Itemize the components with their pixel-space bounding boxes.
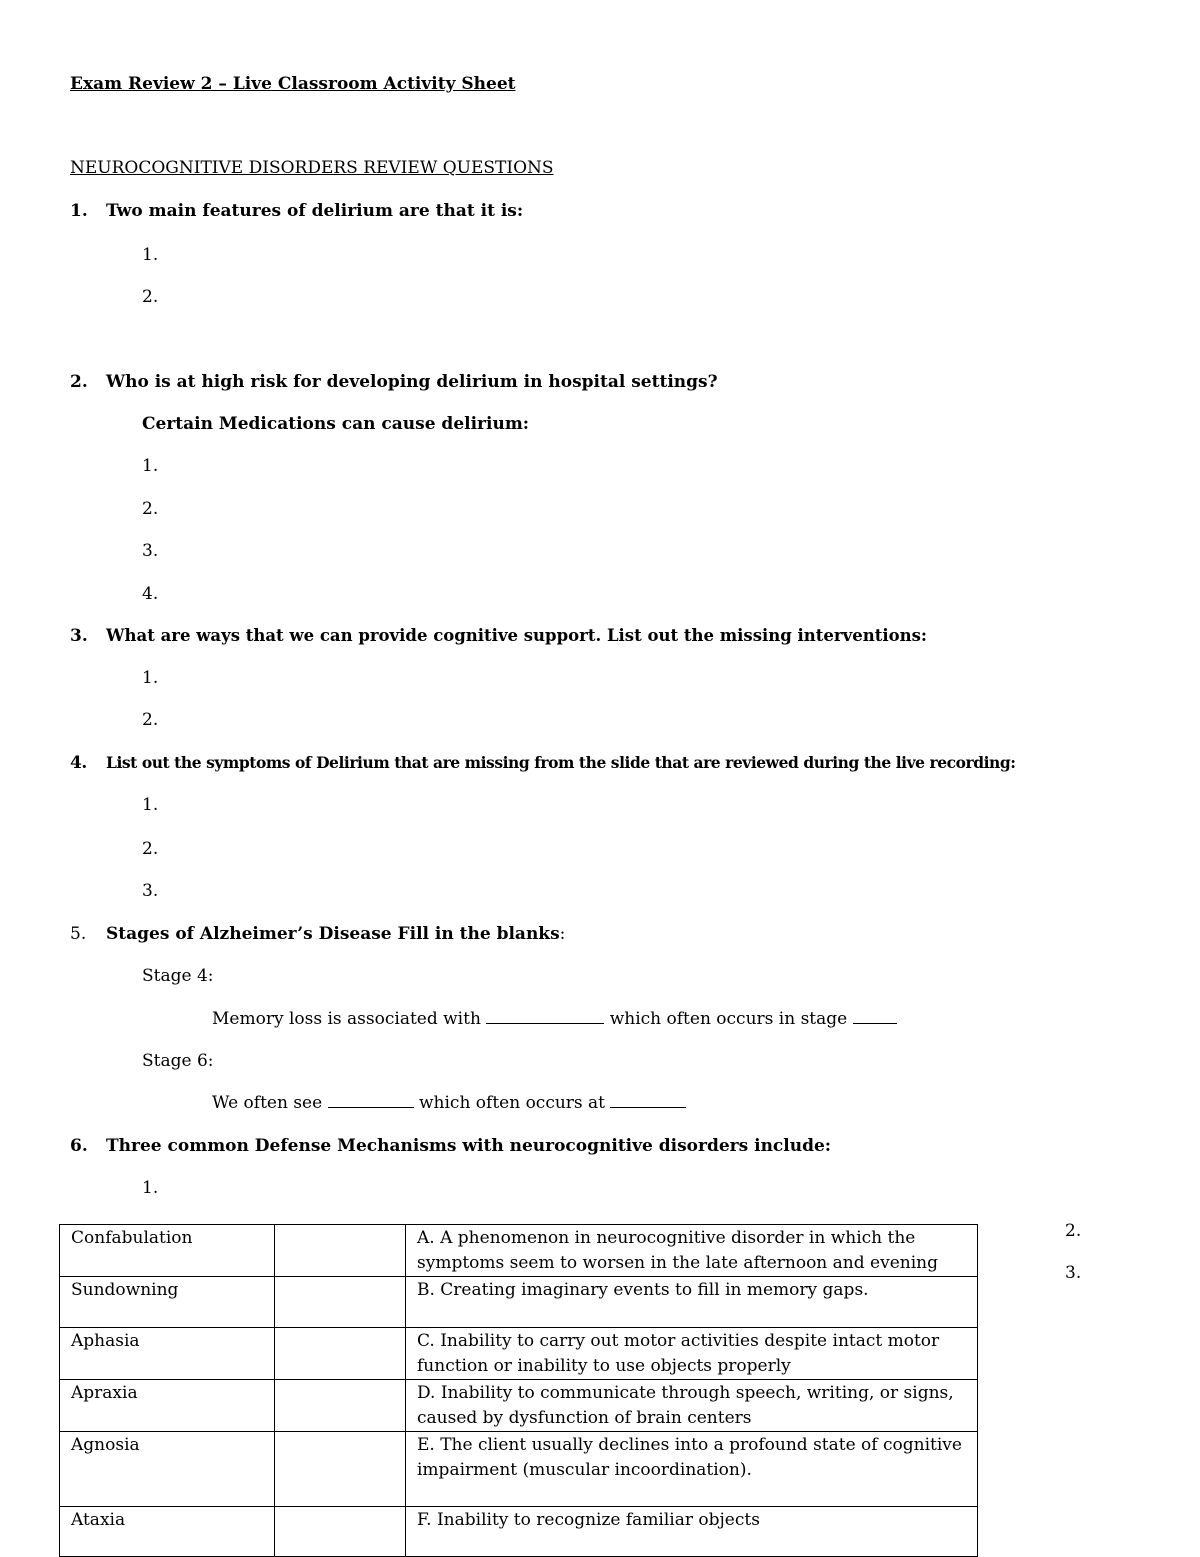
definition-cell: D. Inability to communicate through speech, writing, or signs, caused by dysfunction of brain centers [406,1380,978,1432]
matching-table [59,1224,978,1557]
question-1 [70,200,523,222]
table-row [60,1225,978,1277]
definition-cell: A. A phenomenon in neurocognitive disorder in which the symptoms seem to worsen in the late afternoon and evening [406,1225,978,1277]
term-cell: Agnosia [60,1432,275,1507]
answer-item: 2. [142,839,159,859]
table-row [60,1328,978,1380]
answer-item: 4. [142,584,159,604]
question-number: 4. [70,753,87,773]
question-4 [70,752,1016,774]
term-cell: Ataxia [60,1507,275,1557]
term-cell: Apraxia [60,1380,275,1432]
term-cell: Aphasia [60,1328,275,1380]
table-row [60,1380,978,1432]
question-3 [70,625,927,647]
stage-4-label: Stage 4: [142,966,214,986]
answer-cell[interactable] [275,1225,406,1277]
answer-item: 2. [142,710,159,730]
question-6 [70,1135,831,1157]
answer-cell[interactable] [275,1328,406,1380]
question-number: 1. [70,201,88,221]
fill-in-blank[interactable] [328,1092,414,1108]
answer-item: 3. [1065,1263,1082,1283]
definition-cell: E. The client usually declines into a profound state of cognitive impairment (muscular incoordination). [406,1432,978,1507]
stage-6-text-1: We often see [212,1093,323,1113]
stage-4-sentence [212,1008,897,1030]
answer-item: 3. [142,881,159,901]
fill-in-blank[interactable] [610,1092,686,1108]
answer-item: 1. [142,1178,159,1198]
answer-item: 1. [142,245,159,265]
answer-item: 1. [142,795,159,815]
question-number: 6. [70,1136,88,1156]
question-number: 2. [70,372,88,392]
question-text: List out the symptoms of Delirium that are missing from the slide that are reviewed during the live recording: [106,753,1016,772]
question-text: Stages of Alzheimer’s Disease Fill in the blanks [106,924,560,944]
answer-cell[interactable] [275,1507,406,1557]
stage-6-text-2: which often occurs at [418,1093,606,1113]
question-text: What are ways that we can provide cognitive support. List out the missing interventions: [106,626,927,645]
answer-item: 2. [1065,1221,1082,1241]
definition-cell: B. Creating imaginary events to fill in memory gaps. [406,1277,978,1328]
stage-4-text-1: Memory loss is associated with [212,1009,481,1029]
question-colon: : [559,924,566,944]
definition-cell: F. Inability to recognize familiar objects [406,1507,978,1557]
question-5 [70,923,565,945]
answer-cell[interactable] [275,1380,406,1432]
definition-cell: C. Inability to carry out motor activities despite intact motor function or inability to use objects properly [406,1328,978,1380]
table-row [60,1277,978,1328]
stage-6-sentence [212,1092,686,1114]
term-cell: Sundowning [60,1277,275,1328]
answer-item: 2. [142,287,159,307]
table-row [60,1507,978,1557]
answer-item: 1. [142,668,159,688]
question-subheading: Certain Medications can cause delirium: [142,414,530,434]
table-row [60,1432,978,1507]
question-2 [70,371,718,393]
question-text: Two main features of delirium are that it is: [106,201,524,221]
fill-in-blank[interactable] [853,1008,897,1024]
fill-in-blank[interactable] [486,1008,604,1024]
stage-6-label: Stage 6: [142,1051,214,1071]
answer-item: 2. [142,499,159,519]
question-number: 3. [70,626,88,646]
answer-cell[interactable] [275,1432,406,1507]
question-number: 5. [70,924,87,944]
section-heading: NEUROCOGNITIVE DISORDERS REVIEW QUESTIONS [70,158,554,178]
answer-item: 3. [142,541,159,561]
page-title: Exam Review 2 – Live Classroom Activity Sheet [70,74,516,94]
question-text: Three common Defense Mechanisms with neurocognitive disorders include: [106,1136,832,1156]
question-text: Who is at high risk for developing delirium in hospital settings? [106,372,718,392]
answer-item: 1. [142,456,159,476]
stage-4-text-2: which often occurs in stage [609,1009,848,1029]
term-cell: Confabulation [60,1225,275,1277]
answer-cell[interactable] [275,1277,406,1328]
